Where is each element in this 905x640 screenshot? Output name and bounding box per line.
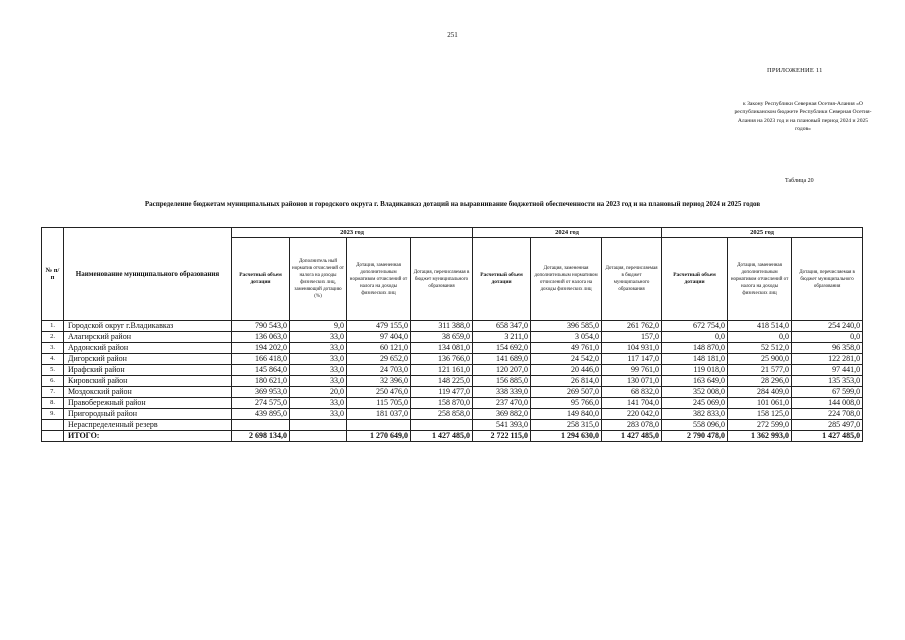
value-cell: 283 078,0 [602, 420, 662, 431]
value-cell: 60 121,0 [347, 343, 411, 354]
value-cell: 28 296,0 [728, 376, 792, 387]
row-number: 4. [42, 354, 64, 365]
municipality-name: Алагирский район [64, 332, 232, 343]
total-value-cell: 1 294 630,0 [531, 431, 602, 442]
year-header-2023: 2023 год [232, 228, 473, 238]
municipality-name: Правобережный район [64, 398, 232, 409]
value-cell: 439 895,0 [232, 409, 290, 420]
value-cell: 104 931,0 [602, 343, 662, 354]
total-value-cell: 1 427 485,0 [792, 431, 863, 442]
table-row [42, 321, 863, 332]
value-cell: 352 008,0 [662, 387, 728, 398]
value-cell: 29 652,0 [347, 354, 411, 365]
appendix-label: ПРИЛОЖЕНИЕ 11 [767, 67, 823, 74]
table-row [42, 332, 863, 343]
value-cell [232, 420, 290, 431]
value-cell: 156 885,0 [473, 376, 531, 387]
subheader-2023-calc: Расчетный объем дотации [232, 238, 290, 321]
value-cell: 21 577,0 [728, 365, 792, 376]
value-cell: 224 708,0 [792, 409, 863, 420]
row-number: 1. [42, 321, 64, 332]
value-cell: 254 240,0 [792, 321, 863, 332]
value-cell: 0,0 [792, 332, 863, 343]
value-cell: 141 704,0 [602, 398, 662, 409]
subheader-2024-calc: Расчетный объем дотации [473, 238, 531, 321]
subheader-2025-replaced: Дотация, замененная дополнительным нормативом отчислений от налога на доходы физических лиц [728, 238, 792, 321]
value-cell: 396 585,0 [531, 321, 602, 332]
value-cell: 99 761,0 [602, 365, 662, 376]
value-cell: 284 409,0 [728, 387, 792, 398]
value-cell: 311 388,0 [411, 321, 473, 332]
municipality-name: Кировский район [64, 376, 232, 387]
value-cell: 20,0 [290, 387, 347, 398]
value-cell: 154 692,0 [473, 343, 531, 354]
total-value-cell: 2 698 134,0 [232, 431, 290, 442]
total-value-cell: 1 362 993,0 [728, 431, 792, 442]
row-number: 5. [42, 365, 64, 376]
value-cell: 134 081,0 [411, 343, 473, 354]
total-label: ИТОГО: [64, 431, 232, 442]
value-cell: 67 599,0 [792, 387, 863, 398]
value-cell: 672 754,0 [662, 321, 728, 332]
value-cell: 163 649,0 [662, 376, 728, 387]
value-cell: 33,0 [290, 376, 347, 387]
value-cell: 3 211,0 [473, 332, 531, 343]
value-cell: 97 404,0 [347, 332, 411, 343]
value-cell: 33,0 [290, 409, 347, 420]
value-cell: 245 069,0 [662, 398, 728, 409]
col-header-number: № п/п [42, 228, 64, 321]
value-cell: 119 477,0 [411, 387, 473, 398]
law-reference: к Закону Республики Северная Осетия-Алания «О республиканском бюджете Республики Северная Осетия-Алания на 2023 год и на плановый период 2024 и 2025 годов» [734, 101, 872, 133]
value-cell: 338 339,0 [473, 387, 531, 398]
value-cell: 25 900,0 [728, 354, 792, 365]
value-cell: 0,0 [728, 332, 792, 343]
year-header-2024: 2024 год [473, 228, 662, 238]
subheader-2023-norm: Дополнитель ный норматив отчислений от налога на доходы физических лиц, заменяющий дотацию (%) [290, 238, 347, 321]
value-cell: 136 063,0 [232, 332, 290, 343]
value-cell: 194 202,0 [232, 343, 290, 354]
value-cell: 541 393,0 [473, 420, 531, 431]
value-cell: 145 864,0 [232, 365, 290, 376]
value-cell [411, 420, 473, 431]
table-row [42, 409, 863, 420]
value-cell: 136 766,0 [411, 354, 473, 365]
year-header-2025: 2025 год [662, 228, 863, 238]
value-cell: 96 358,0 [792, 343, 863, 354]
value-cell: 135 353,0 [792, 376, 863, 387]
subheader-2024-replaced: Дотация, замененная дополнительным нормативом отчислений от налога на доходы физических лиц [531, 238, 602, 321]
value-cell: 220 042,0 [602, 409, 662, 420]
value-cell: 258 858,0 [411, 409, 473, 420]
total-value-cell: 1 427 485,0 [602, 431, 662, 442]
value-cell: 117 147,0 [602, 354, 662, 365]
total-value-cell: 2 722 115,0 [473, 431, 531, 442]
row-number: 2. [42, 332, 64, 343]
value-cell: 479 155,0 [347, 321, 411, 332]
value-cell: 0,0 [662, 332, 728, 343]
value-cell: 558 096,0 [662, 420, 728, 431]
value-cell: 261 762,0 [602, 321, 662, 332]
municipality-name: Городской округ г.Владикавказ [64, 321, 232, 332]
value-cell: 658 347,0 [473, 321, 531, 332]
value-cell [347, 420, 411, 431]
value-cell: 95 766,0 [531, 398, 602, 409]
value-cell: 149 840,0 [531, 409, 602, 420]
row-number [42, 420, 64, 431]
value-cell: 24 703,0 [347, 365, 411, 376]
table-row [42, 343, 863, 354]
value-cell: 33,0 [290, 354, 347, 365]
value-cell: 272 599,0 [728, 420, 792, 431]
municipality-name: Ирафский район [64, 365, 232, 376]
subheader-2025-transferred: Дотация, перечисляемая в бюджет муниципального образования [792, 238, 863, 321]
row-number: 7. [42, 387, 64, 398]
municipality-name: Моздокский район [64, 387, 232, 398]
value-cell: 158 125,0 [728, 409, 792, 420]
value-cell: 122 281,0 [792, 354, 863, 365]
value-cell: 166 418,0 [232, 354, 290, 365]
subsidy-table [41, 227, 863, 442]
value-cell: 33,0 [290, 332, 347, 343]
value-cell: 418 514,0 [728, 321, 792, 332]
value-cell: 157,0 [602, 332, 662, 343]
total-value-cell: 1 270 649,0 [347, 431, 411, 442]
row-number: 6. [42, 376, 64, 387]
value-cell: 33,0 [290, 343, 347, 354]
value-cell [290, 420, 347, 431]
value-cell: 258 315,0 [531, 420, 602, 431]
value-cell: 250 476,0 [347, 387, 411, 398]
total-value-cell: 2 790 478,0 [662, 431, 728, 442]
value-cell: 38 659,0 [411, 332, 473, 343]
table-number: Таблица 20 [785, 178, 814, 184]
subheader-2023-replaced: Дотация, замененная дополнительным нормативом отчислений от налога на доходы физических лиц [347, 238, 411, 321]
value-cell: 148 225,0 [411, 376, 473, 387]
col-header-name: Наименование муниципального образования [64, 228, 232, 321]
value-cell: 144 008,0 [792, 398, 863, 409]
value-cell: 26 814,0 [531, 376, 602, 387]
value-cell: 32 396,0 [347, 376, 411, 387]
value-cell: 269 507,0 [531, 387, 602, 398]
value-cell: 20 446,0 [531, 365, 602, 376]
row-number: 8. [42, 398, 64, 409]
value-cell: 148 870,0 [662, 343, 728, 354]
value-cell: 33,0 [290, 365, 347, 376]
subheader-2024-transferred: Дотация, перечисляемая в бюджет муниципального образования [602, 238, 662, 321]
table-row [42, 398, 863, 409]
table-row [42, 387, 863, 398]
value-cell: 101 061,0 [728, 398, 792, 409]
value-cell: 181 037,0 [347, 409, 411, 420]
value-cell: 237 470,0 [473, 398, 531, 409]
table-caption: Распределение бюджетам муниципальных районов и городского округа г. Владикавказ дотаций на выравнивание бюджетной обеспеченности на 2023 год и на плановый период 2024 и 2025 годов [144, 200, 761, 208]
value-cell: 274 575,0 [232, 398, 290, 409]
value-cell: 121 161,0 [411, 365, 473, 376]
table-row [42, 376, 863, 387]
page-number: 251 [447, 31, 458, 39]
subheader-2023-transferred: Дотация, перечисляемая в бюджет муниципального образования [411, 238, 473, 321]
value-cell: 120 207,0 [473, 365, 531, 376]
row-number: 9. [42, 409, 64, 420]
table-row [42, 420, 863, 431]
value-cell: 52 512,0 [728, 343, 792, 354]
value-cell: 97 441,0 [792, 365, 863, 376]
table-row [42, 354, 863, 365]
value-cell: 158 870,0 [411, 398, 473, 409]
value-cell: 141 689,0 [473, 354, 531, 365]
row-number: 3. [42, 343, 64, 354]
value-cell: 285 497,0 [792, 420, 863, 431]
value-cell: 9,0 [290, 321, 347, 332]
value-cell: 130 071,0 [602, 376, 662, 387]
value-cell: 148 181,0 [662, 354, 728, 365]
value-cell: 68 832,0 [602, 387, 662, 398]
total-value-cell: 1 427 485,0 [411, 431, 473, 442]
value-cell: 49 761,0 [531, 343, 602, 354]
municipality-name: Ардонский район [64, 343, 232, 354]
value-cell: 790 543,0 [232, 321, 290, 332]
total-value-cell [290, 431, 347, 442]
value-cell: 382 833,0 [662, 409, 728, 420]
municipality-name: Нераспределенный резерв [64, 420, 232, 431]
value-cell: 369 882,0 [473, 409, 531, 420]
value-cell: 3 054,0 [531, 332, 602, 343]
municipality-name: Дигорский район [64, 354, 232, 365]
total-row [42, 431, 863, 442]
value-cell: 369 953,0 [232, 387, 290, 398]
subheader-2025-calc: Расчетный объем дотации [662, 238, 728, 321]
value-cell: 33,0 [290, 398, 347, 409]
value-cell: 119 018,0 [662, 365, 728, 376]
municipality-name: Пригородный район [64, 409, 232, 420]
value-cell: 180 621,0 [232, 376, 290, 387]
value-cell: 24 542,0 [531, 354, 602, 365]
table-row [42, 365, 863, 376]
value-cell: 115 705,0 [347, 398, 411, 409]
total-number-cell [42, 431, 64, 442]
